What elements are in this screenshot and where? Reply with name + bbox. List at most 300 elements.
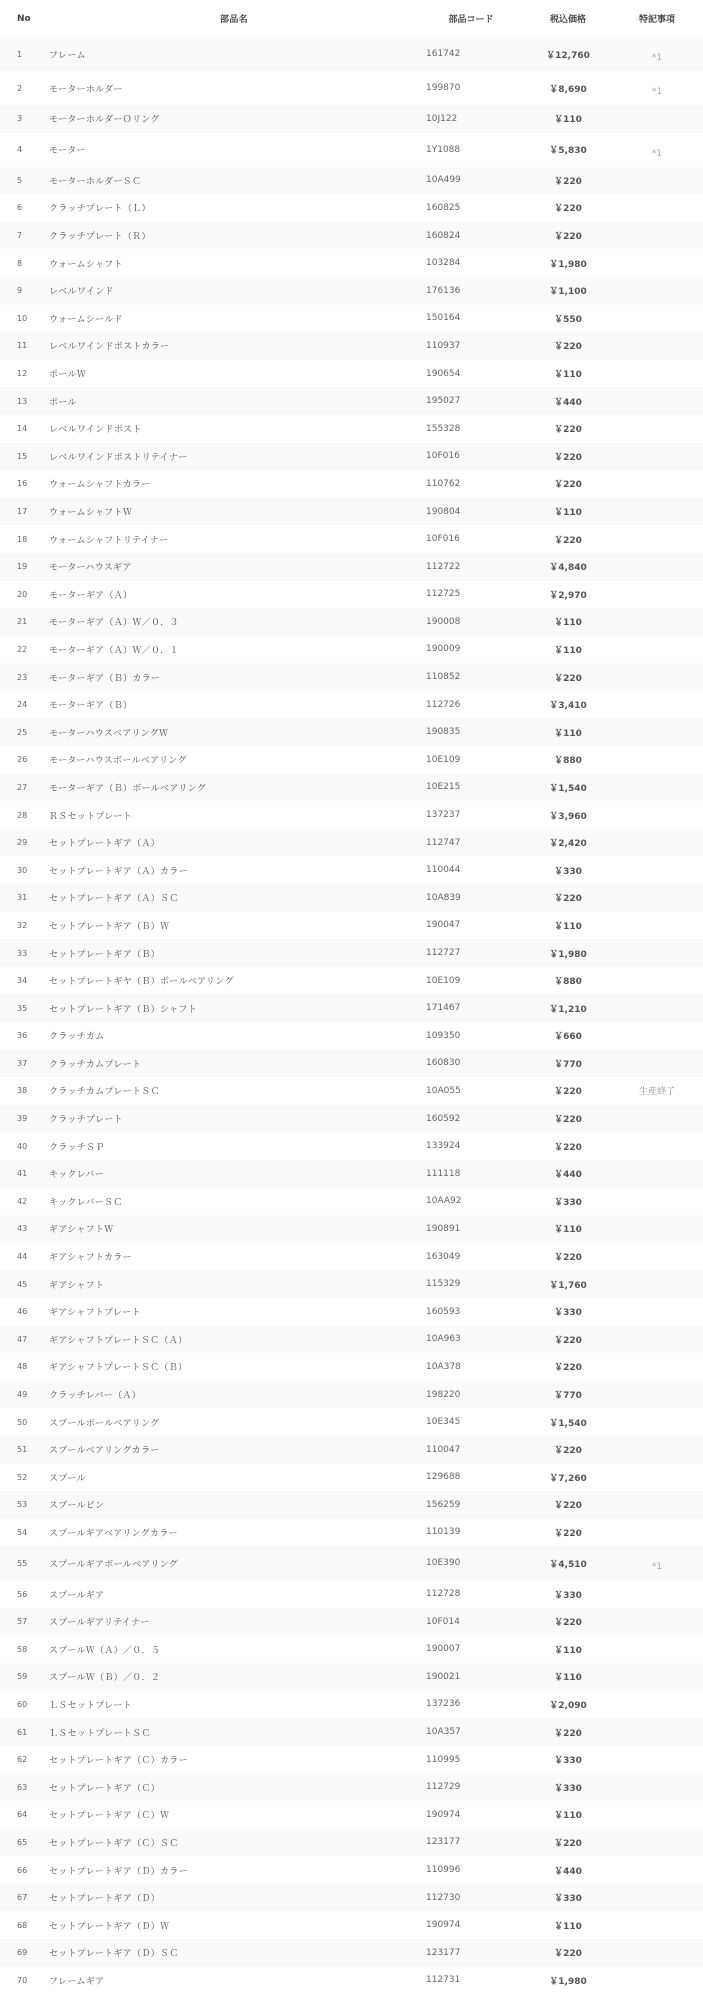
part-price: ￥220: [554, 1087, 582, 1098]
part-price: ￥330: [554, 1308, 582, 1319]
header-part-code: 部品コード: [448, 15, 494, 25]
part-note: [620, 939, 694, 967]
part-code: 109350: [426, 1030, 461, 1041]
part-code: 10E345: [426, 1417, 461, 1428]
table-row: [0, 1381, 703, 1409]
table-row: [0, 912, 703, 940]
part-price: ￥220: [554, 1446, 582, 1457]
part-code: 160824: [426, 230, 461, 241]
part-name: スプールＷ（Ｂ）／０．２: [49, 1673, 161, 1684]
part-code: 10E109: [426, 754, 461, 765]
part-code: 123177: [426, 1837, 461, 1848]
part-price: ￥110: [554, 508, 582, 519]
row-number: 53: [17, 1500, 28, 1510]
part-code: 123177: [426, 1947, 461, 1958]
row-number: 55: [17, 1558, 28, 1568]
table-row: [0, 663, 703, 691]
part-code: 199870: [426, 83, 461, 93]
row-number: 62: [17, 1755, 28, 1765]
part-name: ウォームシャフトカラー: [49, 480, 151, 491]
row-number: 26: [17, 755, 28, 765]
part-name: ギアシャフトプレートＳＣ（Ａ）: [49, 1335, 188, 1346]
part-name: レベルワインド: [49, 287, 114, 298]
part-price: ￥1,210: [549, 1004, 587, 1015]
part-price: ￥110: [554, 1225, 582, 1236]
part-name: セットプレートギア（Ｃ）: [49, 1783, 160, 1794]
table-row: [0, 1773, 703, 1801]
table-row: [0, 194, 703, 222]
part-note: [620, 1326, 694, 1354]
header-price: 税込価格: [549, 15, 586, 25]
part-code: 10F016: [426, 534, 460, 545]
part-name: ウォームシャフト: [49, 259, 123, 270]
part-price: ￥220: [554, 894, 582, 905]
part-name: セットプレートギア（Ｃ）カラー: [49, 1756, 188, 1767]
footnote-mark: *1: [651, 1562, 663, 1573]
part-name: ギアシャフトプレート: [49, 1308, 141, 1319]
table-row: [0, 1801, 703, 1829]
part-price: ￥4,510: [549, 1559, 587, 1570]
part-name: モーターホルダー: [49, 84, 123, 95]
row-number: 68: [17, 1920, 28, 1930]
part-note: [620, 801, 694, 829]
part-price: ￥220: [554, 673, 582, 684]
part-note: [620, 746, 694, 774]
part-note: [620, 167, 694, 195]
part-name: スプールピン: [49, 1501, 105, 1512]
part-code: 10AA92: [426, 1196, 462, 1207]
table-row: [0, 1663, 703, 1691]
table-row: [0, 71, 703, 105]
row-number: 54: [17, 1527, 28, 1537]
row-number: 23: [17, 672, 28, 682]
part-price: ￥220: [554, 1728, 582, 1739]
part-name: ギアシャフトカラー: [49, 1253, 132, 1264]
part-name: モーターホルダーＳＣ: [49, 176, 142, 187]
part-name: モーターギア（Ｂ）ボールベアリング: [49, 783, 207, 794]
row-number: 60: [17, 1699, 28, 1709]
part-code: 112729: [426, 1782, 461, 1793]
footnote-mark: *1: [651, 53, 663, 63]
part-note: [620, 553, 694, 581]
table-row: [0, 1050, 703, 1078]
row-number: 37: [17, 1058, 28, 1068]
part-name: スプールボールベアリング: [49, 1418, 160, 1429]
part-note: [620, 1911, 694, 1939]
row-number: 4: [17, 145, 23, 155]
part-price: ￥880: [554, 756, 582, 767]
part-price: ￥12,760: [546, 50, 590, 61]
part-note: [620, 1436, 694, 1464]
table-row: [0, 1580, 703, 1608]
part-code: 160825: [426, 202, 461, 213]
part-name: セットプレートギア（Ｂ）: [49, 949, 160, 960]
part-name: セットプレートギア（Ｂ）Ｗ: [49, 921, 170, 932]
part-note: [620, 1801, 694, 1829]
table-row: [0, 1746, 703, 1774]
part-code: 190974: [426, 1809, 461, 1820]
table-row: [0, 856, 703, 884]
part-code: 112726: [426, 699, 461, 710]
table-row: [0, 1160, 703, 1188]
row-number: 30: [17, 865, 28, 875]
part-code: 190974: [426, 1920, 461, 1931]
table-row: [0, 829, 703, 857]
part-code: 190021: [426, 1671, 461, 1682]
row-number: 2: [17, 83, 23, 93]
row-number: 70: [17, 1975, 28, 1985]
part-price: ￥4,840: [549, 563, 587, 574]
row-number: 5: [17, 175, 23, 185]
row-number: 44: [17, 1252, 28, 1262]
part-note: [620, 1243, 694, 1271]
table-row: [0, 1188, 703, 1216]
row-number: 28: [17, 810, 28, 820]
part-code: 190047: [426, 920, 461, 931]
part-price: ￥1,980: [549, 949, 587, 960]
part-note: [620, 1270, 694, 1298]
part-name: ウォームシャフトＷ: [49, 508, 133, 519]
part-name: スプールギアベアリングカラー: [49, 1528, 178, 1539]
part-price: ￥1,980: [549, 259, 587, 270]
part-code: 190804: [426, 506, 461, 517]
part-note: [620, 1298, 694, 1326]
table-row: [0, 277, 703, 305]
table-header-row: [0, 0, 703, 37]
part-note: [620, 1408, 694, 1436]
part-name: モーターギア（Ｂ）: [49, 701, 133, 712]
part-name: クラッチプレート（Ｒ）: [49, 232, 151, 243]
part-price: ￥220: [554, 1115, 582, 1126]
table-row: [0, 1856, 703, 1884]
part-note: [620, 912, 694, 940]
table-row: [0, 1243, 703, 1271]
part-note: [620, 1160, 694, 1188]
row-number: 18: [17, 534, 28, 544]
row-number: 20: [17, 589, 28, 599]
row-number: 31: [17, 893, 28, 903]
part-code: 155328: [426, 423, 461, 434]
part-code: 10A357: [426, 1727, 461, 1738]
table-row: [0, 884, 703, 912]
table-row: [0, 1939, 703, 1967]
part-name: モーターギア（Ｂ）カラー: [49, 673, 161, 684]
part-code: 137237: [426, 810, 461, 821]
part-code: 160593: [426, 1306, 461, 1317]
header-no: No: [17, 13, 31, 24]
row-number: 36: [17, 1031, 28, 1041]
table-row: [0, 1829, 703, 1857]
table-row: [0, 249, 703, 277]
part-price: ￥220: [554, 535, 582, 546]
row-number: 9: [17, 286, 23, 296]
part-name: セットプレートギア（Ａ）ＳＣ: [49, 894, 179, 905]
part-price: ￥1,540: [549, 1418, 587, 1429]
part-name: クラッチカム: [49, 1032, 105, 1043]
part-name: セットプレートギア（Ｃ）Ｗ: [49, 1811, 170, 1822]
part-price: ￥220: [554, 1142, 582, 1153]
part-note: [620, 1884, 694, 1912]
part-name: レベルワインドポストカラー: [49, 342, 170, 353]
part-note: [620, 856, 694, 884]
part-price: ￥110: [554, 645, 582, 656]
row-number: 29: [17, 838, 28, 848]
row-number: 3: [17, 114, 23, 124]
row-number: 7: [17, 231, 23, 241]
footnote-mark: *1: [651, 87, 663, 97]
part-note: [620, 1829, 694, 1857]
part-code: 112727: [426, 948, 461, 959]
part-code: 161742: [426, 49, 461, 59]
table-row: [0, 1298, 703, 1326]
part-name: セットプレートギア（Ｄ）カラー: [49, 1866, 188, 1877]
table-row: [0, 691, 703, 719]
part-note: [620, 718, 694, 746]
part-price: ￥440: [554, 1866, 582, 1877]
part-note: [620, 360, 694, 388]
table-row: [0, 1464, 703, 1492]
part-note: [620, 1663, 694, 1691]
part-price: ￥220: [554, 1949, 582, 1960]
part-name: ＲＳセットプレート: [49, 811, 133, 822]
table-row: [0, 1635, 703, 1663]
part-code: 150164: [426, 313, 461, 324]
row-number: 35: [17, 1003, 28, 1013]
part-note: [620, 1608, 694, 1636]
part-note: [620, 1022, 694, 1050]
table-row: [0, 1884, 703, 1912]
part-note: [620, 1691, 694, 1719]
part-note: [620, 691, 694, 719]
part-name: スプールベアリングカラー: [49, 1446, 160, 1457]
part-note: 生産終了: [638, 1087, 675, 1098]
part-code: 112747: [426, 837, 461, 848]
part-name: セットプレートギア（Ｄ）: [49, 1894, 160, 1905]
part-name: スプールＷ（Ａ）／０．５: [49, 1645, 161, 1656]
part-price: ￥220: [554, 204, 582, 215]
part-name: ウォームシャフトリテイナー: [49, 535, 169, 546]
row-number: 47: [17, 1334, 28, 1344]
part-name: ギアシャフト: [49, 1280, 105, 1291]
part-code: 1Y1088: [426, 144, 461, 155]
part-price: ￥3,960: [549, 811, 587, 822]
part-price: ￥770: [554, 1391, 582, 1402]
part-price: ￥220: [554, 1618, 582, 1629]
part-code: 112725: [426, 589, 461, 600]
part-name: セットプレートギヤ（Ｂ）ボールベアリング: [49, 977, 234, 988]
part-price: ￥110: [554, 1673, 582, 1684]
part-name: レベルワインドポストリテイナー: [49, 452, 188, 463]
part-note: [620, 1132, 694, 1160]
part-code: 190654: [426, 368, 461, 379]
table-row: [0, 133, 703, 167]
table-row: [0, 1691, 703, 1719]
part-price: ￥1,540: [549, 783, 587, 794]
table-row: [0, 470, 703, 498]
part-note: [620, 470, 694, 498]
part-note: [620, 967, 694, 995]
part-note: [620, 222, 694, 250]
part-code: 110139: [426, 1527, 461, 1538]
part-price: ￥3,410: [549, 701, 587, 712]
part-price: ￥440: [554, 397, 582, 408]
part-note: [620, 249, 694, 277]
part-name: モーターハウスベアリングＷ: [49, 728, 169, 739]
part-price: ￥1,980: [549, 1976, 587, 1987]
part-price: ￥220: [554, 425, 582, 436]
part-note: [620, 1773, 694, 1801]
part-name: モーターホルダーＯリング: [49, 115, 160, 126]
part-code: 112730: [426, 1892, 461, 1903]
row-number: 33: [17, 948, 28, 958]
part-note: [620, 1546, 694, 1580]
row-number: 32: [17, 920, 28, 930]
part-code: 110852: [426, 672, 461, 683]
row-number: 39: [17, 1114, 28, 1124]
table-row: [0, 636, 703, 664]
table-row: [0, 1519, 703, 1547]
table-row: [0, 222, 703, 250]
part-name: スプールギア: [49, 1590, 105, 1601]
part-note: [620, 1491, 694, 1519]
part-code: 10A839: [426, 892, 461, 903]
part-note: [620, 37, 694, 71]
row-number: 24: [17, 700, 28, 710]
table-row: [0, 1491, 703, 1519]
part-code: 103284: [426, 258, 461, 269]
part-name: モーターギア（Ａ）Ｗ／０．１: [49, 645, 179, 656]
part-price: ￥7,260: [549, 1473, 587, 1484]
table-row: [0, 1436, 703, 1464]
row-number: 57: [17, 1617, 28, 1627]
table-row: [0, 994, 703, 1022]
table-row: [0, 1215, 703, 1243]
part-code: 137236: [426, 1699, 461, 1710]
part-code: 176136: [426, 285, 461, 296]
part-name: クラッチプレート: [49, 1115, 123, 1126]
part-price: ￥330: [554, 1197, 582, 1208]
row-number: 16: [17, 479, 28, 489]
part-name: スプール: [49, 1473, 86, 1484]
row-number: 51: [17, 1445, 28, 1455]
part-name: キックレバー: [49, 1170, 104, 1181]
table-row: [0, 1718, 703, 1746]
row-number: 8: [17, 258, 23, 268]
part-name: モーターギア（Ａ）Ｗ／０．３: [49, 618, 179, 629]
row-number: 27: [17, 782, 28, 792]
part-code: 190835: [426, 727, 461, 738]
row-number: 59: [17, 1672, 28, 1682]
part-code: 112722: [426, 561, 461, 572]
part-note: [620, 1353, 694, 1381]
part-price: ￥220: [554, 480, 582, 491]
part-note: [620, 1856, 694, 1884]
part-price: ￥110: [554, 1645, 582, 1656]
row-number: 19: [17, 562, 28, 572]
part-price: ￥220: [554, 1501, 582, 1512]
part-note: [620, 1519, 694, 1547]
row-number: 42: [17, 1196, 28, 1206]
part-code: 115329: [426, 1279, 461, 1290]
table-body: [0, 37, 703, 1994]
part-note: [620, 1718, 694, 1746]
part-name: ギアシャフトプレートＳＣ（Ｂ）: [49, 1363, 188, 1374]
table-row: [0, 1408, 703, 1436]
table-row: [0, 443, 703, 471]
table-row: [0, 167, 703, 195]
part-price: ￥220: [554, 232, 582, 243]
part-price: ￥220: [554, 342, 582, 353]
part-note: [620, 636, 694, 664]
part-name: スプールギアボールベアリング: [49, 1559, 179, 1570]
part-note: [620, 1746, 694, 1774]
part-code: 160592: [426, 1113, 461, 1124]
part-name: モーターハウスギア: [49, 563, 132, 574]
part-price: ￥1,760: [549, 1280, 587, 1291]
part-note: [620, 443, 694, 471]
part-price: ￥330: [554, 1894, 582, 1905]
part-note: [620, 305, 694, 333]
row-number: 1: [17, 49, 23, 59]
table-row: [0, 774, 703, 802]
row-number: 34: [17, 976, 28, 986]
table-row: [0, 37, 703, 71]
row-number: 61: [17, 1727, 28, 1737]
part-name: セットプレートギア（Ｃ）ＳＣ: [49, 1838, 179, 1849]
part-note: [620, 1105, 694, 1133]
row-number: 65: [17, 1837, 28, 1847]
row-number: 22: [17, 644, 28, 654]
table-row: [0, 105, 703, 133]
part-price: ￥220: [554, 452, 582, 463]
table-row: [0, 1270, 703, 1298]
row-number: 50: [17, 1417, 28, 1427]
part-name: スプールギアリテイナー: [49, 1618, 150, 1629]
table-row: [0, 332, 703, 360]
part-price: ￥110: [554, 1811, 582, 1822]
part-code: 110762: [426, 478, 461, 489]
table-row: [0, 718, 703, 746]
part-price: ￥110: [554, 115, 582, 126]
row-number: 46: [17, 1307, 28, 1317]
row-number: 25: [17, 727, 28, 737]
row-number: 17: [17, 507, 28, 517]
part-note: [620, 774, 694, 802]
part-code: 163049: [426, 1251, 461, 1262]
part-note: [620, 581, 694, 609]
table-row: [0, 553, 703, 581]
part-note: [620, 829, 694, 857]
part-price: ￥330: [554, 1783, 582, 1794]
part-name: ポール: [49, 397, 77, 408]
part-code: 10J122: [426, 113, 458, 124]
part-code: 195027: [426, 396, 461, 407]
row-number: 45: [17, 1279, 28, 1289]
part-price: ￥770: [554, 1059, 582, 1070]
part-price: ￥330: [554, 1590, 582, 1601]
part-code: 10F016: [426, 451, 460, 462]
row-number: 48: [17, 1362, 28, 1372]
part-name: レベルワインドポスト: [49, 425, 142, 436]
part-name: セットプレートギア（Ｄ）Ｗ: [49, 1921, 170, 1932]
part-note: [620, 994, 694, 1022]
part-code: 198220: [426, 1389, 461, 1400]
part-note: [620, 1967, 694, 1995]
part-code: 160830: [426, 1058, 461, 1069]
part-price: ￥110: [554, 728, 582, 739]
part-note: [620, 133, 694, 167]
part-price: ￥550: [554, 314, 582, 325]
